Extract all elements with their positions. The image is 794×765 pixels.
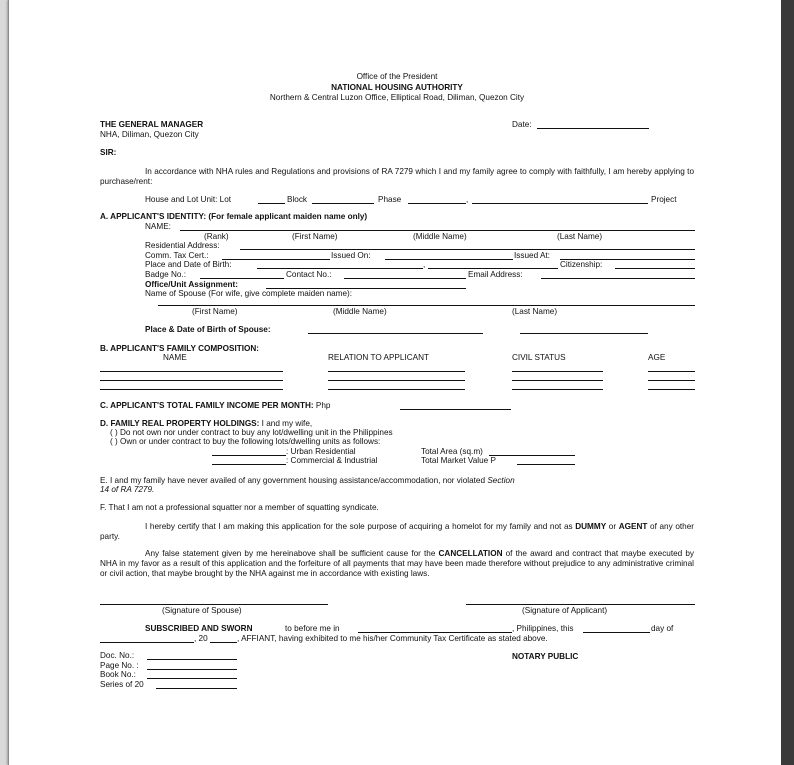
header-agency: NATIONAL HOUSING AUTHORITY <box>331 83 463 92</box>
page-no-field[interactable] <box>147 669 237 670</box>
sworn-place-field[interactable] <box>358 632 512 633</box>
doc-no-field[interactable] <box>147 659 237 660</box>
comm-tax-field[interactable] <box>222 259 330 260</box>
spouse-last-caption: (Last Name) <box>512 307 558 316</box>
family-civil-line-2[interactable] <box>512 380 603 381</box>
sworn-bold: SUBSCRIBED AND SWORN <box>145 624 253 633</box>
block-label: Block <box>287 195 308 204</box>
sworn-month-field[interactable] <box>100 642 194 643</box>
spouse-birth-date-field[interactable] <box>520 333 648 334</box>
sworn-year: , 20 <box>194 634 208 643</box>
phase-label: Phase <box>378 195 402 204</box>
page-no-label: Page No. : <box>100 661 139 670</box>
section-e-ref1: Section <box>487 476 515 485</box>
section-d-title: D. FAMILY REAL PROPERTY HOLDINGS: <box>100 419 260 428</box>
first-name-caption: (First Name) <box>292 232 338 241</box>
total-value-field[interactable] <box>517 464 575 465</box>
project-label: Project <box>651 195 677 204</box>
section-c <box>100 401 330 411</box>
residential-label: Residential Address: <box>145 241 220 250</box>
applicant-signature-caption: (Signature of Applicant) <box>522 606 608 615</box>
family-civil-line-3[interactable] <box>512 389 603 390</box>
middle-name-caption: (Middle Name) <box>413 232 467 241</box>
sworn-text2: , Philippines, this <box>512 624 574 633</box>
urban-lots-field[interactable] <box>212 455 286 456</box>
residential-field[interactable] <box>240 249 695 250</box>
false-statement-paragraph <box>100 549 694 579</box>
family-name-line-3[interactable] <box>100 389 283 390</box>
issued-on-field[interactable] <box>385 259 513 260</box>
section-e <box>100 476 515 486</box>
total-area-field[interactable] <box>489 455 575 456</box>
sworn-text3: day of <box>651 624 674 633</box>
series-field[interactable] <box>156 688 237 689</box>
notary-public: NOTARY PUBLIC <box>512 652 579 661</box>
intro-comma: , <box>466 195 469 204</box>
section-b-title: B. APPLICANT'S FAMILY COMPOSITION: <box>100 344 260 353</box>
section-a-title: A. APPLICANT'S IDENTITY: (For female applicant maiden name only) <box>100 212 368 221</box>
salutation: SIR: <box>100 148 117 157</box>
spouse-label <box>145 289 352 299</box>
rank-caption: (Rank) <box>204 232 229 241</box>
section-c-currency: Php <box>315 401 331 410</box>
sworn-year-field[interactable] <box>210 642 237 643</box>
house-lot-label: House and Lot Unit: Lot <box>145 195 232 204</box>
birth-comma: , <box>423 260 426 269</box>
family-name-line-2[interactable] <box>100 380 283 381</box>
family-col-relation: RELATION TO APPLICANT <box>328 353 430 362</box>
name-label: NAME: <box>145 222 171 231</box>
certify-cancellation: CANCELLATION <box>438 549 503 558</box>
badge-label: Badge No.: <box>145 270 186 279</box>
property-option-own[interactable]: ( ) Own or under contract to buy the following lots/dwelling units as follows: <box>110 437 381 446</box>
doc-no-label: Doc. No.: <box>100 651 135 660</box>
total-area-label: Total Area (sq.m) <box>421 447 483 456</box>
header-address: Northern & Central Luzon Office, Elliptical Road, Diliman, Quezon City <box>269 93 525 102</box>
citizenship-label: Citizenship: <box>560 260 603 269</box>
certify-p1-end: of any other party. <box>100 522 694 541</box>
section-e-ref2: 14 of RA 7279. <box>100 485 155 494</box>
birth-date-field[interactable] <box>428 268 558 269</box>
family-relation-line-1[interactable] <box>328 371 465 372</box>
email-label: Email Address: <box>468 270 523 279</box>
spouse-birth-place-field[interactable] <box>308 333 483 334</box>
contact-field[interactable] <box>344 278 466 279</box>
badge-field[interactable] <box>200 278 284 279</box>
addressee-address: NHA, Diliman, Quezon City <box>100 130 199 139</box>
income-field[interactable] <box>400 409 511 410</box>
date-field[interactable] <box>537 128 649 129</box>
project-field[interactable] <box>472 203 648 204</box>
header-office: Office of the President <box>356 72 438 81</box>
spouse-name-field[interactable] <box>158 305 695 306</box>
family-age-line-3[interactable] <box>648 389 695 390</box>
name-field[interactable] <box>180 230 695 231</box>
urban-residential-label: : Urban Residential <box>286 447 356 456</box>
spouse-middle-caption: (Middle Name) <box>333 307 387 316</box>
issued-at-label: Issued At: <box>514 251 550 260</box>
series-label: Series of 20 <box>100 680 144 689</box>
sworn-text1: to before me in <box>285 624 340 633</box>
spouse-signature-caption: (Signature of Spouse) <box>162 606 242 615</box>
sworn-day-field[interactable] <box>583 632 650 633</box>
birth-label: Place and Date of Birth: <box>145 260 232 269</box>
citizenship-field[interactable] <box>615 268 695 269</box>
email-field[interactable] <box>541 278 695 279</box>
last-name-caption: (Last Name) <box>557 232 603 241</box>
family-col-age: AGE <box>648 353 666 362</box>
lot-field[interactable] <box>258 203 285 204</box>
section-c-title: C. APPLICANT'S TOTAL FAMILY INCOME PER MONTH: <box>100 401 314 410</box>
certify-or: or <box>606 522 619 531</box>
intro-paragraph: In accordance with NHA rules and Regulations and provisions of RA 7279 which I and my family agree to comply with faithfully, I am hereby applying to purchase/rent: <box>100 167 694 186</box>
total-value-label: Total Market Value P <box>421 456 496 465</box>
family-age-line-1[interactable] <box>648 371 695 372</box>
date-label: Date: <box>512 120 532 129</box>
certify-p2-start: Any false statement given by me hereinabove shall be sufficient cause for the <box>145 549 439 558</box>
addressee-title: THE GENERAL MANAGER <box>100 120 204 129</box>
family-relation-line-3[interactable] <box>328 389 465 390</box>
spouse-signature-line[interactable] <box>100 604 328 605</box>
book-no-field[interactable] <box>147 678 237 679</box>
family-name-line-1[interactable] <box>100 371 283 372</box>
certify-p2-end: of the award and contract that maybe executed by NHA in my favor as a result of this application and the forfeiture of all payments that may have been made therefore without prejudice to any administrative criminal or civil action, that maybe brought by the NHA against me in accordance with existing laws. <box>100 549 695 578</box>
family-col-civil: CIVIL STATUS <box>512 353 566 362</box>
commercial-lots-field[interactable] <box>212 464 286 465</box>
property-option-none[interactable]: ( ) Do not own nor under contract to buy any lot/dwelling unit in the Philippines <box>110 428 393 437</box>
birth-place-field[interactable] <box>257 268 423 269</box>
spouse-birth-label: Place & Date of Birth of Spouse: <box>145 325 271 334</box>
section-e-text: E. I and my family have never availed of any government housing assistance/accommodation, nor violated <box>100 476 486 485</box>
block-field[interactable] <box>312 203 374 204</box>
book-no-label: Book No.: <box>100 670 136 679</box>
applicant-signature-line[interactable] <box>466 604 695 605</box>
comm-tax-label: Comm. Tax Cert.: <box>145 251 209 260</box>
page-edge-shadow <box>781 0 794 765</box>
section-f: F. That I am not a professional squatter nor a member of squatting syndicate. <box>100 503 379 512</box>
commercial-label: : Commercial & Industrial <box>286 456 378 465</box>
certify-p1-start: I hereby certify that I am making this application for the sole purpose of acquiring a homelot for my family and not as <box>145 522 573 531</box>
section-d-title-tail: I and my wife, <box>261 419 313 428</box>
family-relation-line-2[interactable] <box>328 380 465 381</box>
spouse-label-text: Name of Spouse (For wife, give complete maiden name): <box>145 289 353 298</box>
family-col-name: NAME <box>163 353 187 362</box>
certify-dummy: DUMMY <box>575 522 607 531</box>
certify-paragraph <box>100 522 694 542</box>
sworn-text4: , AFFIANT, having exhibited to me his/her Community Tax Certificate as stated above. <box>237 634 548 643</box>
certify-agent: AGENT <box>618 522 648 531</box>
issued-on-label: Issued On: <box>331 251 371 260</box>
spouse-first-caption: (First Name) <box>192 307 238 316</box>
office-label: Office/Unit Assignment: <box>145 280 238 289</box>
contact-label: Contact No.: <box>286 270 332 279</box>
family-civil-line-1[interactable] <box>512 371 603 372</box>
family-age-line-2[interactable] <box>648 380 695 381</box>
phase-field[interactable] <box>408 203 466 204</box>
